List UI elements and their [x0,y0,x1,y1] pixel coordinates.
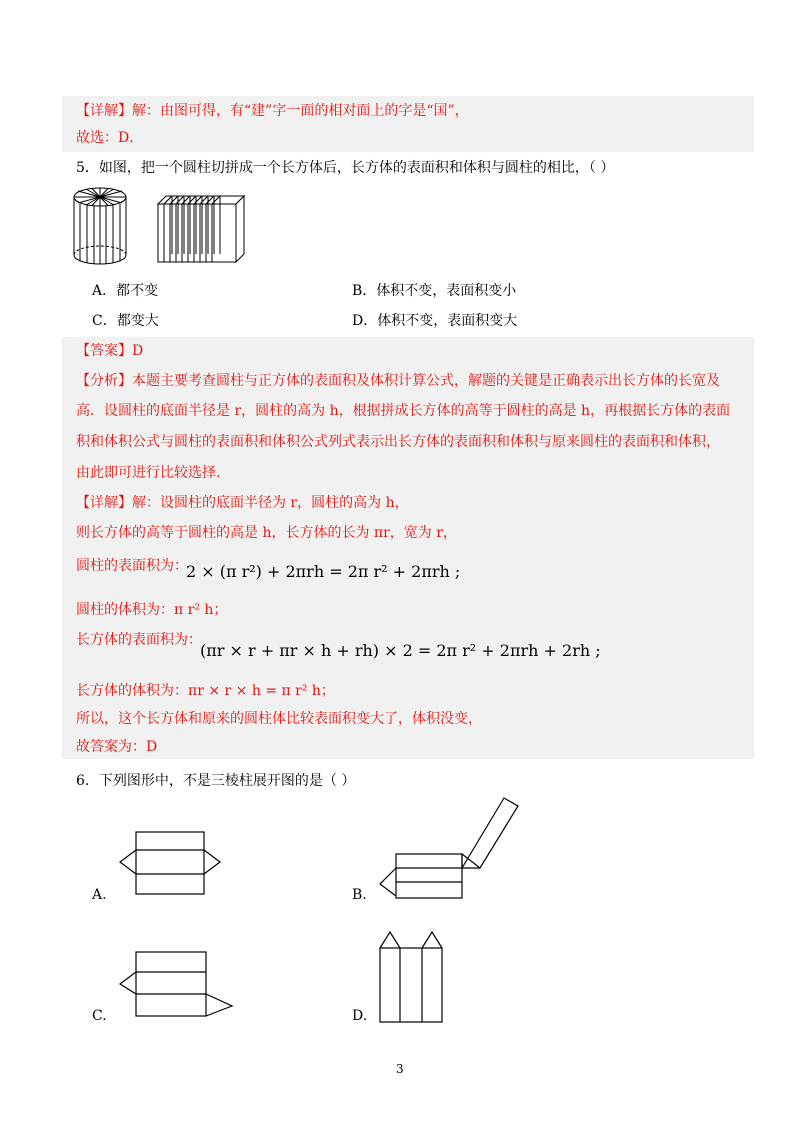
q6-label-d: D. [352,1008,368,1024]
cylinder-figure [70,185,130,267]
net-b-figure [376,796,526,900]
prev-detail: 【详解】解：由图可得，有“建”字一面的相对面上的字是“国”， [76,103,469,119]
box-area-label: 长方体的表面积为： [76,632,202,648]
q5-final-answer: 故答案为：D [76,739,158,755]
box-area-formula: (πr × r + πr × h + rh) × 2 = 2π r² + 2πrh + 2rh ; [200,641,601,660]
q6-label-c: C. [92,1008,107,1024]
q5-option-c: C．都变大 [92,313,159,329]
cylinder-area-formula: 2 × (π r²) + 2πrh = 2π r² + 2πrh ; [186,562,461,581]
q5-analysis-4: 由此即可进行比较选择. [76,465,221,481]
q5-analysis-3: 积和体积公式与圆柱的表面积和体积公式列式表示出长方体的表面积和体积与原来圆柱的表面积和体积， [76,434,720,450]
cylinder-area-label: 圆柱的表面积为： [76,558,188,574]
q5-analysis-2: 高．设圆柱的底面半径是 r，圆柱的高为 h，根据拼成长方体的高等于圆柱的高是 h，再根据长方体的表面 [76,403,731,419]
q6-stem: 6．下列图形中，不是三棱柱展开图的是（ ） [76,773,356,789]
q5-option-b: B．体积不变，表面积变小 [352,283,517,299]
q6-label-a: A. [92,887,107,903]
box-volume: 长方体的体积为：πr × r × h = π r² h； [76,683,335,699]
q5-answer: 【答案】D [76,343,144,359]
q5-detail-1: 【详解】解：设圆柱的底面半径为 r，圆柱的高为 h， [76,495,409,511]
q5-stem: 5．如图，把一个圆柱切拼成一个长方体后，长方体的表面积和体积与圆柱的相比，（ ） [76,160,615,176]
sliced-box-figure [152,190,248,266]
prev-choice: 故选：D． [76,130,144,146]
q5-option-a: A．都不变 [92,283,159,299]
net-c-figure [118,950,238,1020]
net-d-figure [378,928,448,1024]
q5-detail-2: 则长方体的高等于圆柱的高是 h，长方体的长为 πr，宽为 r， [76,525,457,541]
q5-option-d: D．体积不变，表面积变大 [352,313,518,329]
page-number: 3 [396,1062,404,1076]
q5-analysis-1: 【分析】本题主要考查圆柱与正方体的表面积及体积计算公式，解题的关键是正确表示出长方体的长宽及 [76,373,720,389]
net-a-figure [118,830,228,896]
cylinder-volume: 圆柱的体积为：π r² h； [76,602,228,618]
q5-conclusion: 所以，这个长方体和原来的圆柱体比较表面积变大了，体积没变， [76,711,482,727]
q6-label-b: B. [352,887,367,903]
